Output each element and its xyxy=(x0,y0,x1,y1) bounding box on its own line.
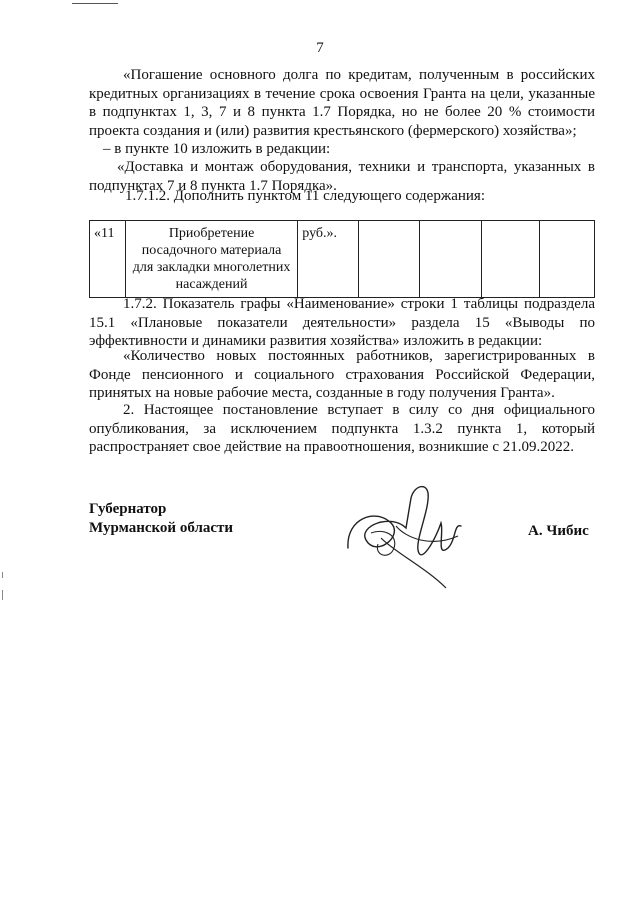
paragraph-delivery: «Доставка и монтаж оборудования, техники и транспорта, указанных в подпунктах 7 и 8 пункта 1.7 Порядка». xyxy=(89,159,595,194)
top-rule xyxy=(72,3,118,4)
handwritten-signature xyxy=(336,478,476,603)
table-cell-unit: руб.». xyxy=(298,221,359,298)
table-cell-number: «11 xyxy=(90,221,126,298)
edge-mark xyxy=(2,590,3,600)
signatory-title-line2: Мурманской области xyxy=(89,519,234,536)
table-row xyxy=(90,221,595,298)
table-cell-empty xyxy=(481,221,539,298)
amendment-table xyxy=(89,220,595,298)
table-cell-name: Приобретение посадочного материала для закладки многолетних насаждений xyxy=(125,221,297,298)
table-cell-empty xyxy=(420,221,481,298)
page-number: 7 xyxy=(316,40,324,56)
paragraph-item11: 1.7.1.2. Дополнить пунктом 11 следующего содержания: xyxy=(125,188,485,204)
paragraph-indicator: 1.7.2. Показатель графы «Наименование» строки 1 таблицы подраздела 15.1 «Плановые показатели деятельности» раздела 15 «Выводы по эффективности и динамики развития хозяйства» изложить в редакции: xyxy=(89,296,595,350)
paragraph-effective-date: 2. Настоящее постановление вступает в силу со дня официального опубликования, за исключением подпункта 1.3.2 пункта 1, который распространяет свое действие на правоотношения, возникшие с 21.09.2022. xyxy=(89,402,595,456)
signatory-title xyxy=(89,500,233,537)
signatory-title-line1: Губернатор xyxy=(89,501,167,517)
table-cell-empty xyxy=(539,221,594,298)
paragraph-item10: – в пункте 10 изложить в редакции: xyxy=(103,141,331,157)
signatory-name: А. Чибис xyxy=(528,523,589,539)
paragraph-repayment: «Погашение основного долга по кредитам, полученным в российских кредитных организациях в течение срока освоения Гранта на цели, указанные в подпунктах 1, 3, 7 и 8 пункта 1.7 Порядка, но не более 20 % стоимости проекта создания и (или) развития крестьянского (фермерского) хозяйства»; xyxy=(89,67,595,139)
paragraph-workers: «Количество новых постоянных работников, зарегистрированных в Фонде пенсионного и социального страхования Российской Федерации, принятых на новые рабочие места, созданные в году получения Гранта». xyxy=(89,348,595,402)
table-cell-empty xyxy=(359,221,420,298)
edge-mark xyxy=(2,572,3,578)
